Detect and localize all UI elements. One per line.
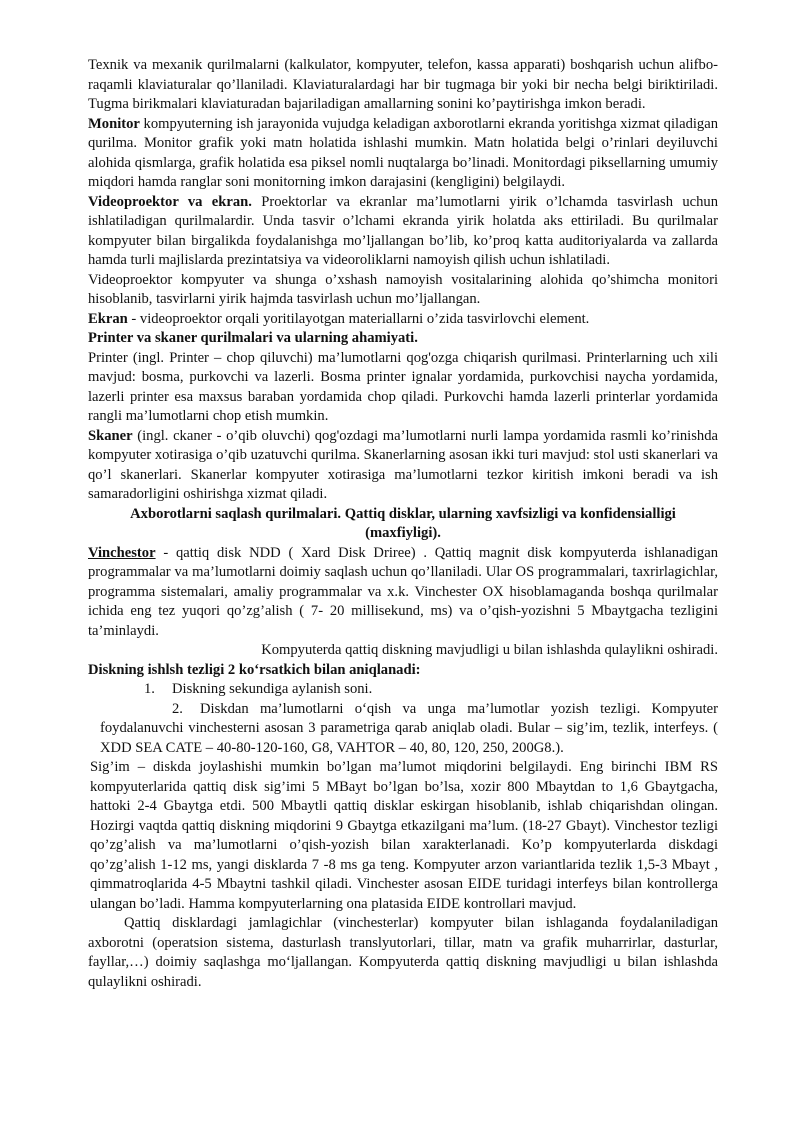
paragraph-videoprojector (88, 193, 718, 271)
term-monitor: Monitor (88, 115, 140, 132)
term-videoprojector: Videoproektor va ekran. (88, 193, 252, 210)
paragraph-winchester (88, 544, 718, 642)
paragraph-keyboards: Texnik va mexanik qurilmalarni (kalkulator, kompyuter, telefon, kassa apparati) boshqarish uchun alifbo-raqamli klaviaturalar qo’llaniladi. Klaviaturalardagi har bir tugmaga bir yoki bir necha belgi biriktiriladi. Tugma birikmalari klaviaturadan bajariladigan amallarning sonini ko’paytirishga imkon beradi. (88, 57, 718, 112)
list-item-text: Diskning sekundiga aylanish soni. (172, 681, 373, 697)
list-number: 1. (144, 681, 155, 697)
paragraph-winchester-text: - qattiq disk NDD ( Xard Disk Driree) . Qattiq magnit disk kompyuterda ishlanadigan programmalar va ma’lumotlarni doimiy saqlash uchun qo’llaniladi. Ular OS programmalari, taxrirlagichlar, programma sistemalari, amaliy programmalar va x.k. Vinchester OX hisoblamaganda boshqa qurilmalar ichida eng tez yuqori qo’zg’alish ( 7- 20 millisekund, ms) va o’qish-yozishni 5 Mbaytgacha tezligini ta’minlaydi. (88, 544, 718, 639)
term-winchester: Vinchestor (88, 544, 156, 561)
paragraph-screen-text: - videoproektor orqali yoritilayotgan materiallarni o’zida tasvirlovchi element. (127, 310, 590, 327)
paragraph-scanner (88, 427, 718, 505)
paragraph-videoprojector-text: Proektorlar va ekranlar ma’lumotlarni yirik o’lchamda tasvirlash uchun ishlatiladigan qurilmalardir. Unda tasvir o’lchami ekranda yirik holatda aks ettiriladi. Bu qurilmalar kompyuter bilan birgalikda foydalanishga mo’ljallangan bo’lib, ko’proq katta auditoriyalarda va zallarda hamda turli majlislarda prezintatsiya va videoroliklarni namoyish qilish uchun ishlatiladi. (88, 193, 718, 268)
list-item-text: Diskdan ma’lumotlarni o‘qish va unga ma’lumotlar yozish tezligi. Kompyuter foydalanuvchi vinchesterni asosan 3 parametriga qarab aniqlab oladi. Bular – sig’im, tezlik, interfeys. ( XDD SEA CATE – 40-80-120-160, G8, VAHTOR – 40, 80, 120, 250, 200G8.). (100, 700, 718, 756)
list-number: 2. (172, 700, 183, 717)
heading-printer-scanner: Printer va skaner qurilmalari va ularning ahamiyati. (88, 330, 418, 346)
paragraph-videoprojector-monitor: Videoproektor kompyuter va shunga o’xshash namoyish vositalarining alohida qo’shimcha monitori hisoblanib, tasvirlarni yirik hajmda tasvirlash uchun mo’ljallangan. (88, 271, 718, 307)
paragraph-screen (88, 310, 718, 330)
paragraph-hdd-convenience: Kompyuterda qattiq diskning mavjudligi u bilan ishlashda qulaylikni oshiradi. (261, 642, 718, 658)
heading-disk-speed: Diskning ishlsh tezligi 2 ko‘rsatkich bilan aniqlanadi: (88, 661, 421, 678)
paragraph-capacity: Sig’im – diskda joylashishi mumkin bo’lgan ma’lumot miqdorini belgilaydi. Eng birinchi IBM RS kompyuterlarida qattiq disk sig’imi 5 MBayt bo’lgan bo’lsa, xozir 800 Mbaytdan to 1,6 Gbaytgacha, hattoki 2-4 Gbaytga etdi. 500 Mbaytli qattiq disklar eskirgan hisoblanib, ishlab chiqarishdan olingan. Hozirgi vaqtda qattiq diskning miqdorini 9 Gbaytga etkazilgani ma’lum. (18-27 Gbayt). Vinchestor tezligi qo’zg’alish va ma’lumotlarni o’qish-yozish bilan xarakterlanadi. Ko’p kompyuterlarda diskdagi qo’zg’alish 1-12 ms, yangi disklarda 7 -8 ms ga teng. Kompyuter arzon variantlarida tezlik 1,5-3 Mbayt , qimmatroqlarida 4-5 Mbaytni tashkil qiladi. Vinchester asosan EIDE turidagi interfeys bilan kontrollerga ulangan bo’ladi. Hamma kompyuterlarning ona platasida EIDE kontrollari mavjud. (90, 759, 718, 912)
paragraph-monitor-text: kompyuterning ish jarayonida vujudga keladigan axborotlarni ekranda yoritishga xizmat qiladigan qurilma. Monitor grafik yoki matn holatida ishlashi mumkin. Matn holatida belgi o’rinlari deyiluvchi alohida qismlarga, grafik holatida esa piksel nomli nuqtalarga bo’linadi. Monitordagi piksellarning umumiy miqdori hamda ranglar soni monitorning imkon darajasini (kengligini) belgilaydi. (88, 115, 718, 190)
list-item-read-write (88, 700, 718, 759)
paragraph-printer: Printer (ingl. Printer – chop qiluvchi) ma’lumotlarni qog'ozga chiqarish qurilmasi. Printerlarning uch xili mavjud: bosma, purkovchi va lazerli. Bosma printer ignalar yordamida, purkovchisi naycha yordamida, lazerli printer esa maxsus baraban yordamida chop qiladi. Purkovchi hamda lazerli printerlar yordamida rangli ma’lumotlarni chop etish mumkin. (88, 349, 718, 424)
heading-storage: Axborotlarni saqlash qurilmalari. Qattiq disklar, ularning xavfsizligi va konfidensialligi (maxfiyligi). (130, 505, 676, 541)
paragraph-scanner-text: (ingl. ckaner - o’qib oluvchi) qog'ozdagi ma’lumotlarni nurli lampa yordamida rasmli ko’rinishda kompyuter xotirasiga o’qib uzatuvchi qurilma. Skanerlarning asosan ikki turi mavjud: stol usti skanerlari va qo’l skanerlari. Skanerlar kompyuter xotirasiga ma’lumotlarni tezkor kiritish imkoni beradi va ish samaradorligini oshirishga xizmat qiladi. (88, 427, 718, 502)
paragraph-hard-disk-storage: Qattiq disklardagi jamlagichlar (vinchesterlar) kompyuter bilan ishlaganda foydalaniladigan axborotni (operatsion sistema, dasturlash translyutorlari, tillar, matn va grafik muharrirlar, dasturlar, fayllar,…) doimiy saqlashga mo‘ljallangan. Kompyuterda qattiq diskning mavjudligi u bilan ishlashda qulaylikni oshiradi. (88, 915, 718, 990)
paragraph-monitor (88, 115, 718, 193)
term-scanner: Skaner (88, 427, 133, 444)
document-page (88, 56, 718, 992)
term-screen: Ekran (88, 310, 128, 327)
list-item-rotation (88, 680, 718, 700)
